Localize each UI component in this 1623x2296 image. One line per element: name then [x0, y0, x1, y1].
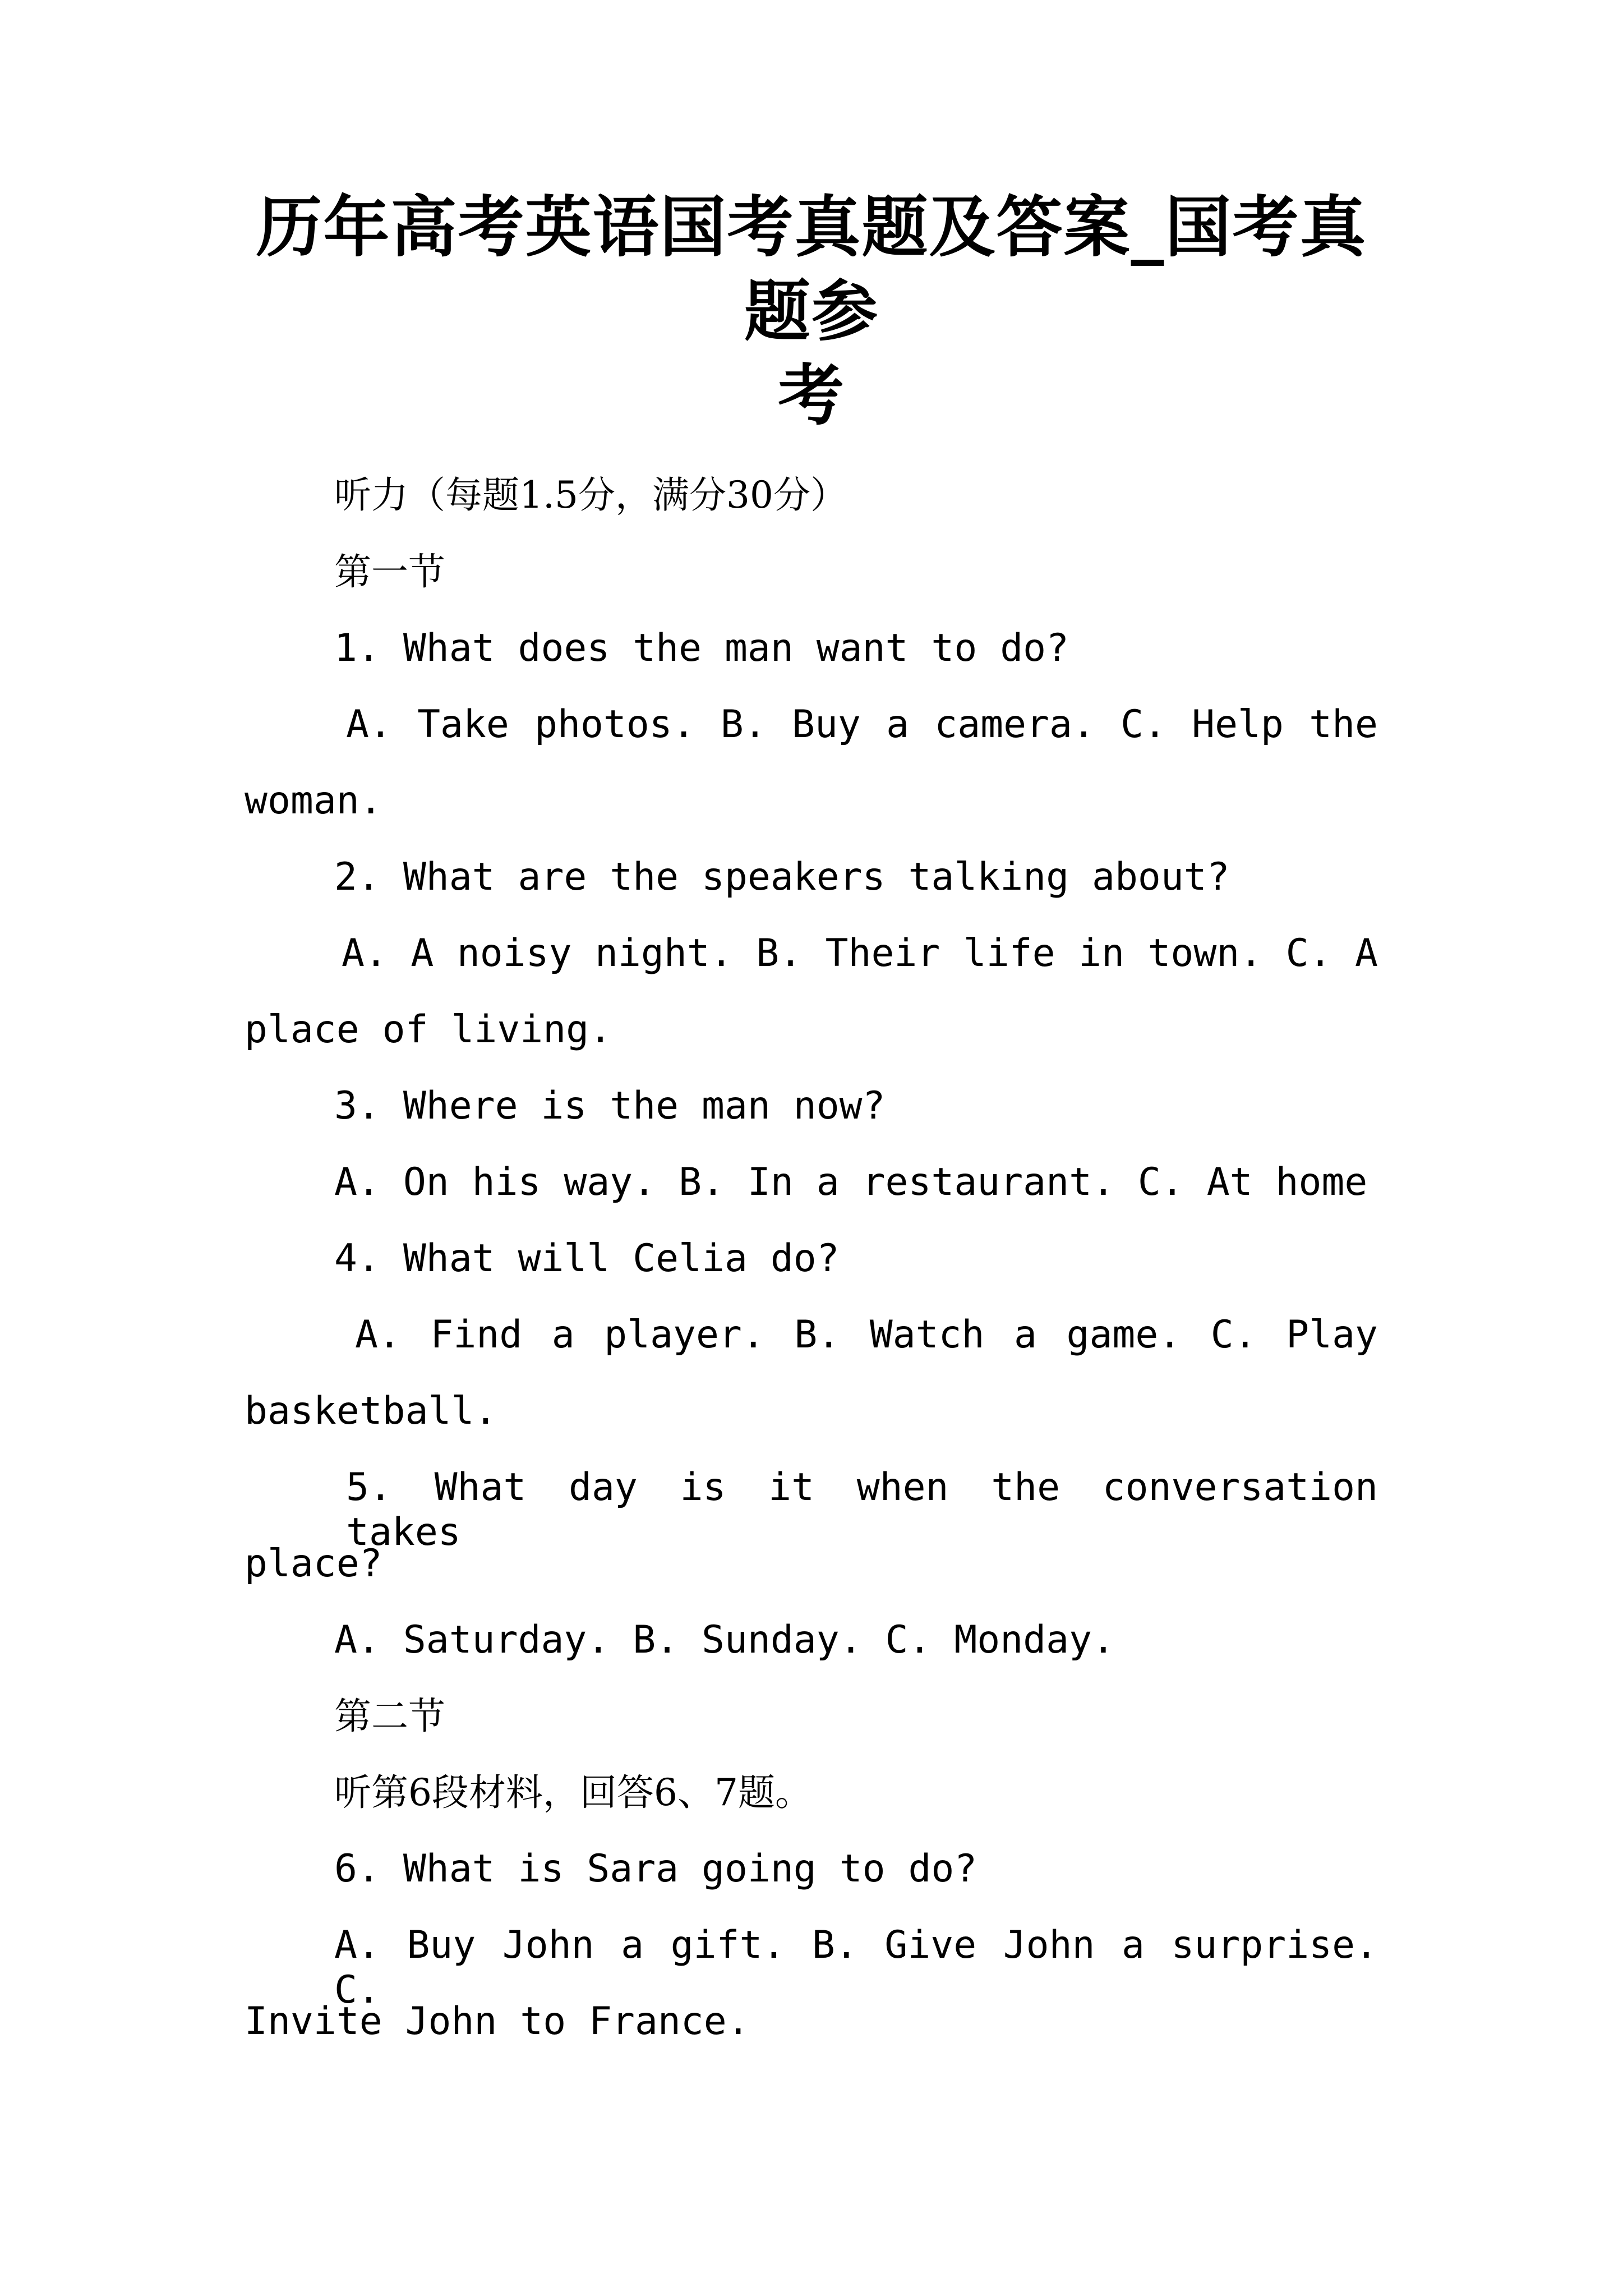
question-2-options-cont: place of living.: [245, 1007, 612, 1052]
question-5-cont: place?: [245, 1542, 382, 1586]
section-part-one: 第一节: [334, 550, 445, 593]
section-heading-listening: 听力（每题1.5分，满分30分）: [334, 473, 847, 517]
question-4-options: A. Find a player. B. Watch a game. C. Play: [355, 1313, 1378, 1357]
question-4-options-cont: basketball.: [245, 1389, 497, 1433]
question-3-options: A. On his way. B. In a restaurant. C. At home: [334, 1160, 1368, 1204]
question-6-options: A. Buy John a gift. B. Give John a surprise. C.: [334, 1923, 1378, 2012]
question-6: 6. What is Sara going to do?: [334, 1847, 978, 1891]
question-2: 2. What are the speakers talking about?: [334, 855, 1230, 899]
question-1: 1. What does the man want to do?: [334, 626, 1069, 670]
title-line-1: 历年高考英语国考真题及答案_国考真题参: [256, 188, 1367, 350]
document-title: [236, 185, 1387, 438]
question-2-options: A. A noisy night. B. Their life in town. C. A: [342, 931, 1378, 976]
question-5-options: A. Saturday. B. Sunday. C. Monday.: [334, 1618, 1115, 1662]
question-4: 4. What will Celia do?: [334, 1236, 840, 1281]
question-1-options-cont: woman.: [245, 779, 382, 823]
question-1-options: A. Take photos. B. Buy a camera. C. Help the: [346, 702, 1378, 747]
question-3: 3. Where is the man now?: [334, 1084, 886, 1128]
title-line-2: 考: [777, 356, 845, 434]
question-6-options-cont: Invite John to France.: [245, 1999, 750, 2044]
instruction-material-6: 听第6段材料，回答6、7题。: [334, 1771, 812, 1814]
section-part-two: 第二节: [334, 1695, 445, 1738]
question-5: 5. What day is it when the conversation takes: [346, 1465, 1378, 1554]
